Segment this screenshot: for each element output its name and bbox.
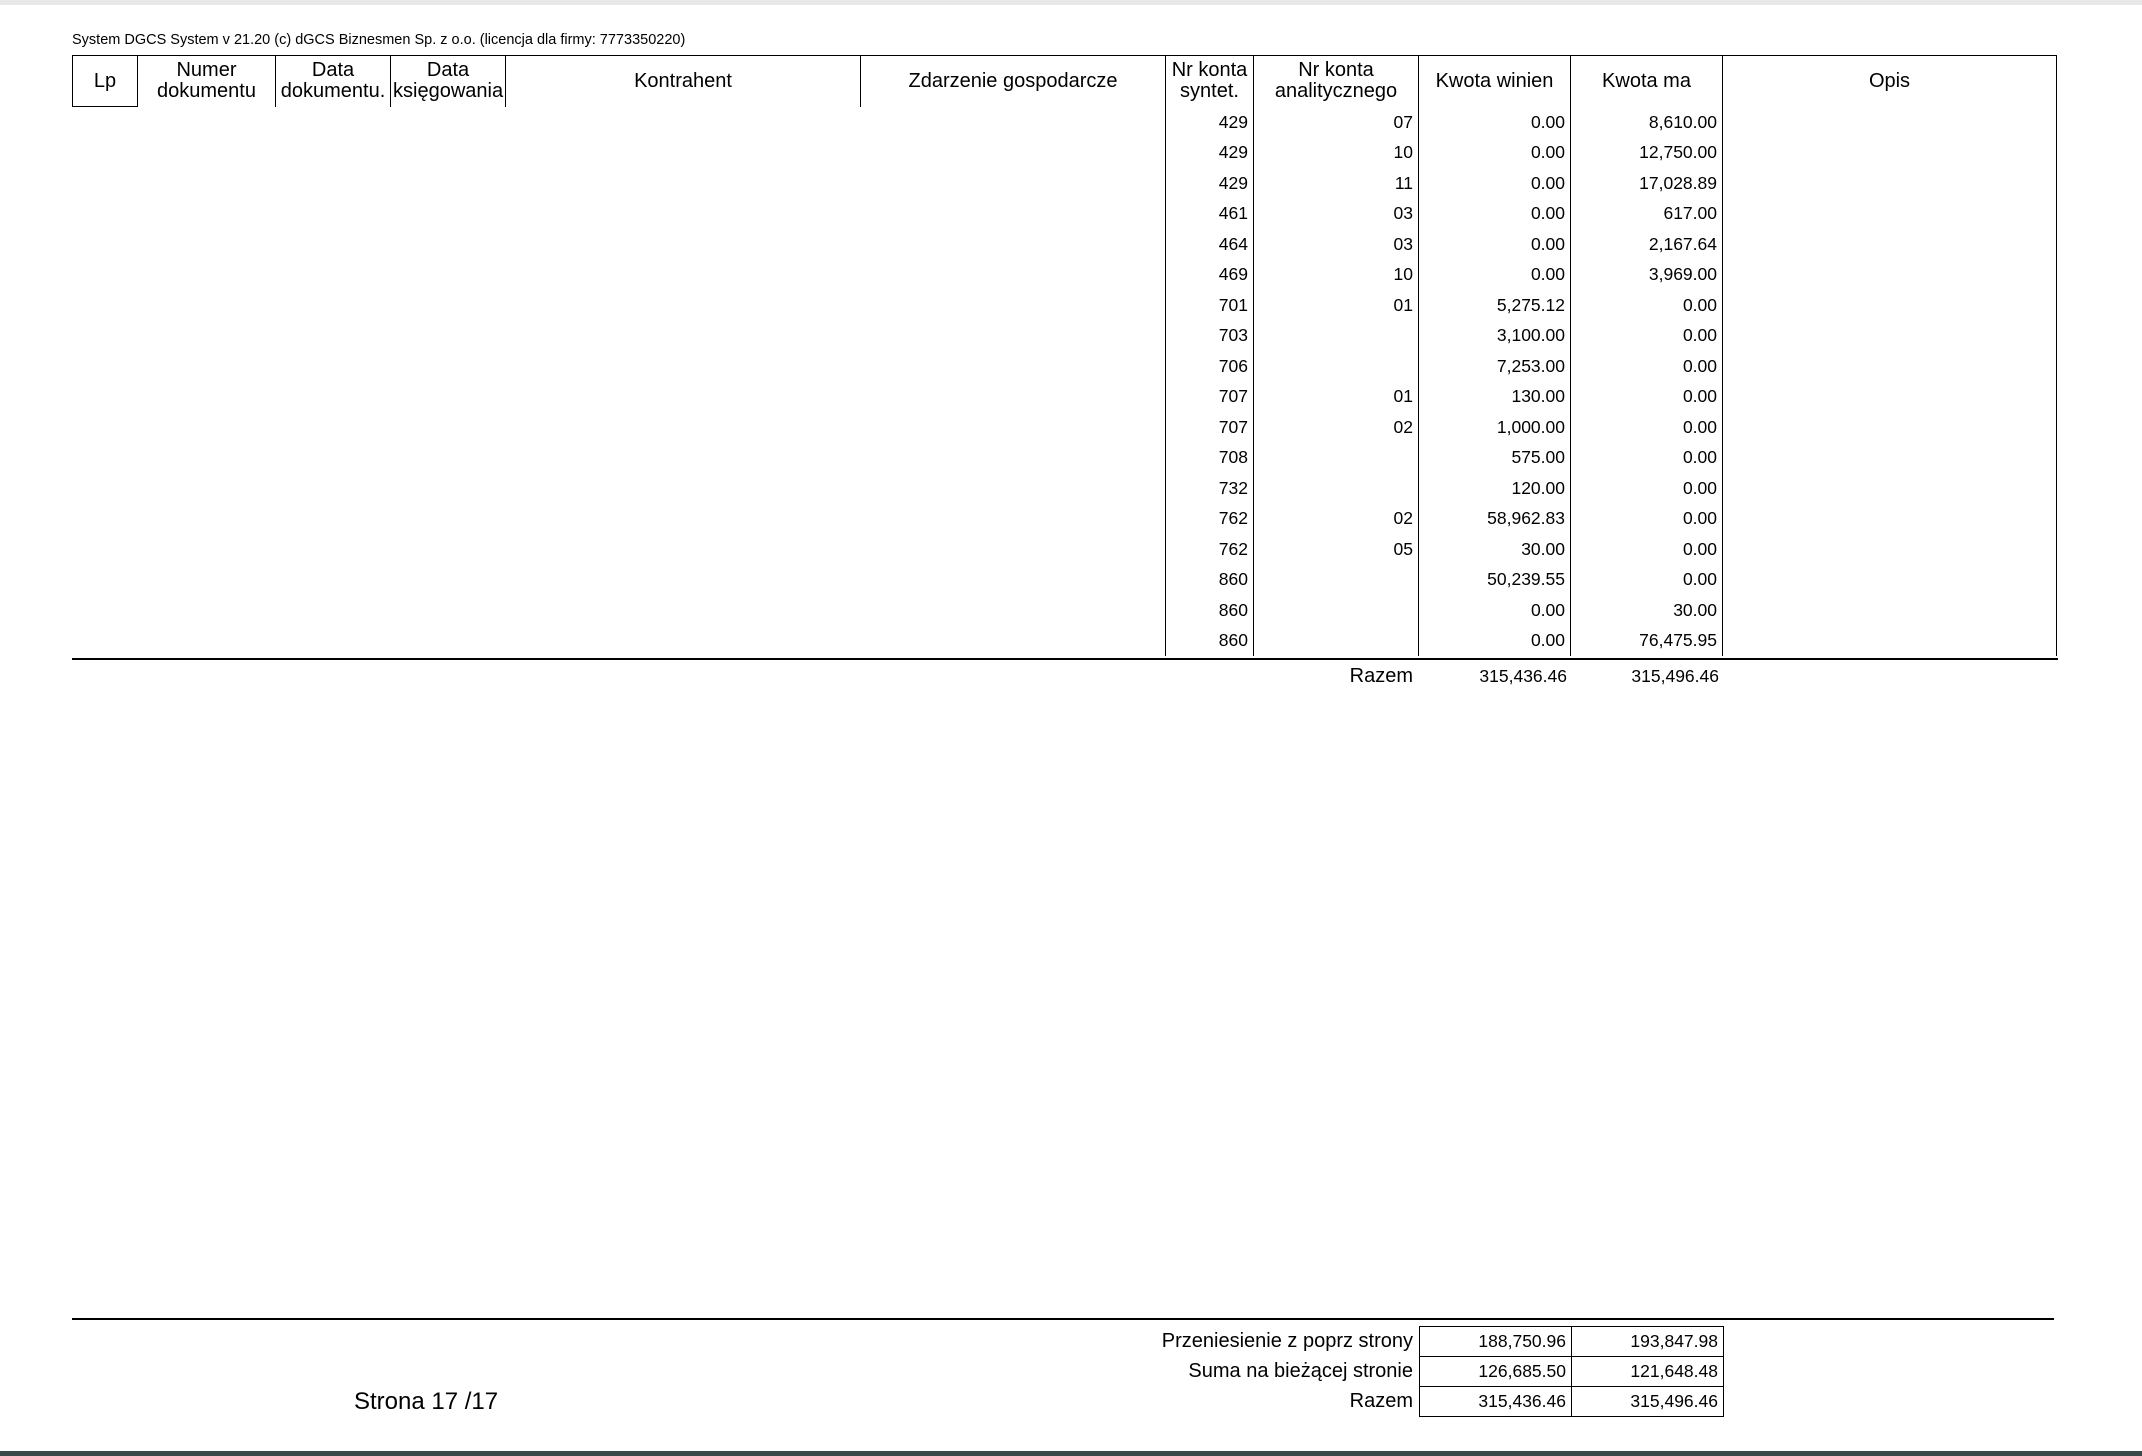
cell-kwota-winien: 120.00	[1419, 473, 1571, 504]
cell-kwota-ma: 0.00	[1571, 412, 1723, 443]
cell-kwota-ma: 0.00	[1571, 534, 1723, 565]
cell-lp	[73, 199, 138, 230]
cell-lp	[73, 504, 138, 535]
col-header-data-dokumentu: Data dokumentu.	[276, 56, 391, 107]
cell-opis	[1723, 443, 2057, 474]
ledger-row	[73, 504, 2057, 535]
cell-data-dokumentu	[276, 168, 391, 199]
cell-nr-konta-syntet: 706	[1166, 351, 1254, 382]
cell-kwota-winien: 3,100.00	[1419, 321, 1571, 352]
cell-data-dokumentu	[276, 382, 391, 413]
cell-kwota-winien: 0.00	[1419, 260, 1571, 291]
cell-nr-konta-analitycznego	[1254, 351, 1419, 382]
cell-data-dokumentu	[276, 199, 391, 230]
cell-data-dokumentu	[276, 351, 391, 382]
cell-nr-konta-syntet: 461	[1166, 199, 1254, 230]
cell-data-ksiegowania	[391, 351, 506, 382]
cell-lp	[73, 565, 138, 596]
cell-nr-konta-analitycznego	[1254, 473, 1419, 504]
cell-kwota-ma: 617.00	[1571, 199, 1723, 230]
ledger-row	[73, 321, 2057, 352]
cell-kontrahent	[506, 199, 861, 230]
cell-data-dokumentu	[276, 260, 391, 291]
footer-summary-table	[1100, 1326, 1724, 1417]
cell-opis	[1723, 168, 2057, 199]
cell-nr-konta-syntet: 707	[1166, 412, 1254, 443]
ledger-row	[73, 626, 2057, 657]
cell-zdarzenie	[861, 534, 1166, 565]
cell-data-ksiegowania	[391, 626, 506, 657]
col-header-kwota-ma: Kwota ma	[1571, 56, 1723, 107]
cell-kwota-ma: 0.00	[1571, 382, 1723, 413]
cell-lp	[73, 138, 138, 169]
cell-data-ksiegowania	[391, 229, 506, 260]
cell-kwota-ma: 30.00	[1571, 595, 1723, 626]
cell-numer-dokumentu	[138, 290, 276, 321]
cell-nr-konta-analitycznego: 10	[1254, 138, 1419, 169]
cell-numer-dokumentu	[138, 473, 276, 504]
cell-zdarzenie	[861, 107, 1166, 138]
cell-kwota-winien: 7,253.00	[1419, 351, 1571, 382]
cell-kwota-winien: 0.00	[1419, 229, 1571, 260]
cell-nr-konta-analitycznego: 11	[1254, 168, 1419, 199]
cell-data-ksiegowania	[391, 321, 506, 352]
cell-nr-konta-syntet: 860	[1166, 595, 1254, 626]
cell-numer-dokumentu	[138, 382, 276, 413]
cell-numer-dokumentu	[138, 626, 276, 657]
cell-kwota-winien: 30.00	[1419, 534, 1571, 565]
cell-kontrahent	[506, 107, 861, 138]
cell-nr-konta-syntet: 464	[1166, 229, 1254, 260]
ledger-row	[73, 382, 2057, 413]
page-number: Strona 17 /17	[354, 1388, 499, 1415]
ledger-row	[73, 107, 2057, 138]
cell-data-ksiegowania	[391, 199, 506, 230]
cell-data-dokumentu	[276, 473, 391, 504]
cell-lp	[73, 107, 138, 138]
cell-nr-konta-syntet: 429	[1166, 138, 1254, 169]
ledger-row	[73, 229, 2057, 260]
cell-numer-dokumentu	[138, 260, 276, 291]
cell-data-ksiegowania	[391, 107, 506, 138]
cell-lp	[73, 229, 138, 260]
cell-data-dokumentu	[276, 565, 391, 596]
cell-nr-konta-syntet: 860	[1166, 626, 1254, 657]
cell-kwota-ma: 0.00	[1571, 290, 1723, 321]
footer-razem-label: Razem	[1349, 1390, 1413, 1412]
cell-kontrahent	[506, 168, 861, 199]
ledger-header-row	[73, 56, 2057, 107]
razem-ma: 315,496.46	[1631, 666, 1719, 686]
footer-row-razem	[1100, 1387, 1724, 1417]
cell-zdarzenie	[861, 229, 1166, 260]
cell-numer-dokumentu	[138, 534, 276, 565]
ledger-row	[73, 290, 2057, 321]
cell-kontrahent	[506, 229, 861, 260]
cell-nr-konta-syntet: 708	[1166, 443, 1254, 474]
col-header-kwota-winien: Kwota winien	[1419, 56, 1571, 107]
cell-nr-konta-syntet: 732	[1166, 473, 1254, 504]
suma-winien: 126,685.50	[1420, 1357, 1572, 1387]
footer-row-suma	[1100, 1357, 1724, 1387]
cell-nr-konta-analitycznego: 01	[1254, 382, 1419, 413]
cell-lp	[73, 473, 138, 504]
cell-kwota-ma: 0.00	[1571, 565, 1723, 596]
cell-kontrahent	[506, 565, 861, 596]
suma-ma: 121,648.48	[1572, 1357, 1724, 1387]
footer-razem-ma: 315,496.46	[1572, 1387, 1724, 1417]
col-header-zdarzenie: Zdarzenie gospodarcze	[861, 56, 1166, 107]
ledger-row	[73, 412, 2057, 443]
cell-nr-konta-syntet: 703	[1166, 321, 1254, 352]
footer-razem-winien: 315,436.46	[1420, 1387, 1572, 1417]
cell-zdarzenie	[861, 138, 1166, 169]
ledger-row	[73, 443, 2057, 474]
ledger-row	[73, 473, 2057, 504]
cell-kwota-winien: 0.00	[1419, 107, 1571, 138]
cell-numer-dokumentu	[138, 412, 276, 443]
cell-kwota-ma: 0.00	[1571, 473, 1723, 504]
cell-kwota-winien: 130.00	[1419, 382, 1571, 413]
cell-nr-konta-analitycznego	[1254, 443, 1419, 474]
cell-data-dokumentu	[276, 534, 391, 565]
cell-nr-konta-syntet: 762	[1166, 504, 1254, 535]
cell-kwota-ma: 12,750.00	[1571, 138, 1723, 169]
cell-kontrahent	[506, 260, 861, 291]
przeniesienie-label: Przeniesienie z poprz strony	[1161, 1330, 1413, 1352]
col-header-data-ksiegowania: Data księgowania	[391, 56, 506, 107]
cell-nr-konta-syntet: 762	[1166, 534, 1254, 565]
ledger-table	[72, 55, 2057, 656]
cell-data-ksiegowania	[391, 565, 506, 596]
cell-kwota-ma: 0.00	[1571, 351, 1723, 382]
cell-kontrahent	[506, 443, 861, 474]
cell-lp	[73, 443, 138, 474]
footer-row-przeniesienie	[1100, 1327, 1724, 1357]
cell-zdarzenie	[861, 504, 1166, 535]
col-header-nr-konta-analitycznego: Nr konta analitycznego	[1254, 56, 1419, 107]
cell-zdarzenie	[861, 595, 1166, 626]
cell-nr-konta-analitycznego	[1254, 565, 1419, 596]
cell-lp	[73, 351, 138, 382]
ledger-row	[73, 199, 2057, 230]
cell-opis	[1723, 229, 2057, 260]
przeniesienie-winien: 188,750.96	[1420, 1327, 1572, 1357]
cell-nr-konta-analitycznego: 02	[1254, 504, 1419, 535]
cell-nr-konta-syntet: 469	[1166, 260, 1254, 291]
cell-data-dokumentu	[276, 626, 391, 657]
cell-kontrahent	[506, 351, 861, 382]
cell-nr-konta-analitycznego	[1254, 595, 1419, 626]
total-separator-line	[72, 658, 2058, 660]
cell-nr-konta-syntet: 701	[1166, 290, 1254, 321]
ledger-row	[73, 138, 2057, 169]
cell-opis	[1723, 199, 2057, 230]
cell-nr-konta-analitycznego: 01	[1254, 290, 1419, 321]
cell-zdarzenie	[861, 351, 1166, 382]
cell-opis	[1723, 412, 2057, 443]
cell-data-dokumentu	[276, 595, 391, 626]
cell-opis	[1723, 321, 2057, 352]
cell-kwota-ma: 0.00	[1571, 504, 1723, 535]
cell-opis	[1723, 473, 2057, 504]
cell-nr-konta-syntet: 860	[1166, 565, 1254, 596]
cell-nr-konta-analitycznego: 02	[1254, 412, 1419, 443]
ledger-row	[73, 595, 2057, 626]
cell-data-ksiegowania	[391, 138, 506, 169]
ledger-row	[73, 351, 2057, 382]
cell-kwota-winien: 0.00	[1419, 199, 1571, 230]
cell-zdarzenie	[861, 321, 1166, 352]
cell-lp	[73, 534, 138, 565]
cell-zdarzenie	[861, 443, 1166, 474]
cell-data-ksiegowania	[391, 504, 506, 535]
cell-opis	[1723, 565, 2057, 596]
ledger-row	[73, 565, 2057, 596]
ledger-row	[73, 168, 2057, 199]
cell-kwota-winien: 0.00	[1419, 138, 1571, 169]
cell-kwota-ma: 76,475.95	[1571, 626, 1723, 657]
cell-nr-konta-analitycznego: 07	[1254, 107, 1419, 138]
cell-kontrahent	[506, 473, 861, 504]
cell-data-dokumentu	[276, 138, 391, 169]
viewer-bottom-edge	[0, 1451, 2142, 1456]
cell-nr-konta-analitycznego	[1254, 626, 1419, 657]
cell-zdarzenie	[861, 382, 1166, 413]
cell-kontrahent	[506, 504, 861, 535]
cell-data-dokumentu	[276, 107, 391, 138]
cell-opis	[1723, 290, 2057, 321]
cell-kontrahent	[506, 412, 861, 443]
cell-kwota-ma: 0.00	[1571, 443, 1723, 474]
col-header-kontrahent: Kontrahent	[506, 56, 861, 107]
cell-kwota-winien: 0.00	[1419, 595, 1571, 626]
cell-kwota-ma: 0.00	[1571, 321, 1723, 352]
cell-zdarzenie	[861, 565, 1166, 596]
cell-kwota-winien: 50,239.55	[1419, 565, 1571, 596]
cell-data-dokumentu	[276, 321, 391, 352]
cell-data-ksiegowania	[391, 290, 506, 321]
cell-kontrahent	[506, 382, 861, 413]
cell-numer-dokumentu	[138, 321, 276, 352]
suma-label: Suma na bieżącej stronie	[1188, 1360, 1413, 1382]
cell-numer-dokumentu	[138, 565, 276, 596]
cell-opis	[1723, 138, 2057, 169]
cell-opis	[1723, 382, 2057, 413]
cell-kontrahent	[506, 626, 861, 657]
cell-data-ksiegowania	[391, 382, 506, 413]
cell-lp	[73, 626, 138, 657]
cell-kwota-ma: 17,028.89	[1571, 168, 1723, 199]
col-header-opis: Opis	[1723, 56, 2057, 107]
cell-opis	[1723, 504, 2057, 535]
cell-zdarzenie	[861, 626, 1166, 657]
cell-lp	[73, 595, 138, 626]
cell-opis	[1723, 595, 2057, 626]
cell-nr-konta-analitycznego	[1254, 321, 1419, 352]
cell-kwota-ma: 8,610.00	[1571, 107, 1723, 138]
ledger-row	[73, 534, 2057, 565]
cell-numer-dokumentu	[138, 168, 276, 199]
footer-separator-line	[72, 1318, 2054, 1320]
cell-nr-konta-syntet: 707	[1166, 382, 1254, 413]
cell-data-dokumentu	[276, 504, 391, 535]
cell-lp	[73, 382, 138, 413]
cell-data-ksiegowania	[391, 473, 506, 504]
col-header-numer-dokumentu: Numer dokumentu	[138, 56, 276, 107]
cell-zdarzenie	[861, 290, 1166, 321]
cell-lp	[73, 168, 138, 199]
cell-nr-konta-analitycznego: 03	[1254, 229, 1419, 260]
cell-data-dokumentu	[276, 290, 391, 321]
cell-kontrahent	[506, 595, 861, 626]
cell-nr-konta-analitycznego: 05	[1254, 534, 1419, 565]
cell-numer-dokumentu	[138, 595, 276, 626]
viewer-top-edge	[0, 0, 2142, 5]
cell-kontrahent	[506, 138, 861, 169]
cell-data-ksiegowania	[391, 412, 506, 443]
cell-kwota-ma: 3,969.00	[1571, 260, 1723, 291]
cell-lp	[73, 260, 138, 291]
cell-zdarzenie	[861, 260, 1166, 291]
cell-nr-konta-syntet: 429	[1166, 107, 1254, 138]
cell-numer-dokumentu	[138, 443, 276, 474]
cell-numer-dokumentu	[138, 229, 276, 260]
cell-lp	[73, 321, 138, 352]
cell-numer-dokumentu	[138, 351, 276, 382]
cell-nr-konta-analitycznego: 03	[1254, 199, 1419, 230]
cell-numer-dokumentu	[138, 107, 276, 138]
cell-nr-konta-syntet: 429	[1166, 168, 1254, 199]
cell-kontrahent	[506, 321, 861, 352]
cell-kwota-ma: 2,167.64	[1571, 229, 1723, 260]
cell-numer-dokumentu	[138, 504, 276, 535]
cell-data-dokumentu	[276, 443, 391, 474]
ledger-row	[73, 260, 2057, 291]
cell-data-dokumentu	[276, 412, 391, 443]
cell-kontrahent	[506, 290, 861, 321]
col-header-nr-konta-syntet: Nr konta syntet.	[1166, 56, 1254, 107]
cell-kwota-winien: 5,275.12	[1419, 290, 1571, 321]
col-header-lp: Lp	[73, 56, 138, 107]
cell-opis	[1723, 260, 2057, 291]
cell-kwota-winien: 575.00	[1419, 443, 1571, 474]
cell-kwota-winien: 0.00	[1419, 168, 1571, 199]
ledger-body	[73, 107, 2057, 657]
cell-data-dokumentu	[276, 229, 391, 260]
cell-data-ksiegowania	[391, 168, 506, 199]
cell-data-ksiegowania	[391, 595, 506, 626]
cell-kontrahent	[506, 534, 861, 565]
cell-numer-dokumentu	[138, 199, 276, 230]
cell-kwota-winien: 58,962.83	[1419, 504, 1571, 535]
cell-kwota-winien: 1,000.00	[1419, 412, 1571, 443]
razem-label: Razem	[1349, 665, 1413, 687]
cell-opis	[1723, 351, 2057, 382]
przeniesienie-ma: 193,847.98	[1572, 1327, 1724, 1357]
cell-zdarzenie	[861, 473, 1166, 504]
cell-data-ksiegowania	[391, 443, 506, 474]
cell-lp	[73, 412, 138, 443]
cell-kwota-winien: 0.00	[1419, 626, 1571, 657]
cell-opis	[1723, 107, 2057, 138]
cell-numer-dokumentu	[138, 138, 276, 169]
cell-opis	[1723, 626, 2057, 657]
cell-zdarzenie	[861, 168, 1166, 199]
system-header-line: System DGCS System v 21.20 (c) dGCS Biznesmen Sp. z o.o. (licencja dla firmy: 7773350220)	[72, 32, 686, 48]
razem-winien: 315,436.46	[1479, 666, 1567, 686]
cell-nr-konta-analitycznego: 10	[1254, 260, 1419, 291]
cell-data-ksiegowania	[391, 534, 506, 565]
cell-zdarzenie	[861, 412, 1166, 443]
cell-opis	[1723, 534, 2057, 565]
cell-zdarzenie	[861, 199, 1166, 230]
cell-data-ksiegowania	[391, 260, 506, 291]
cell-lp	[73, 290, 138, 321]
